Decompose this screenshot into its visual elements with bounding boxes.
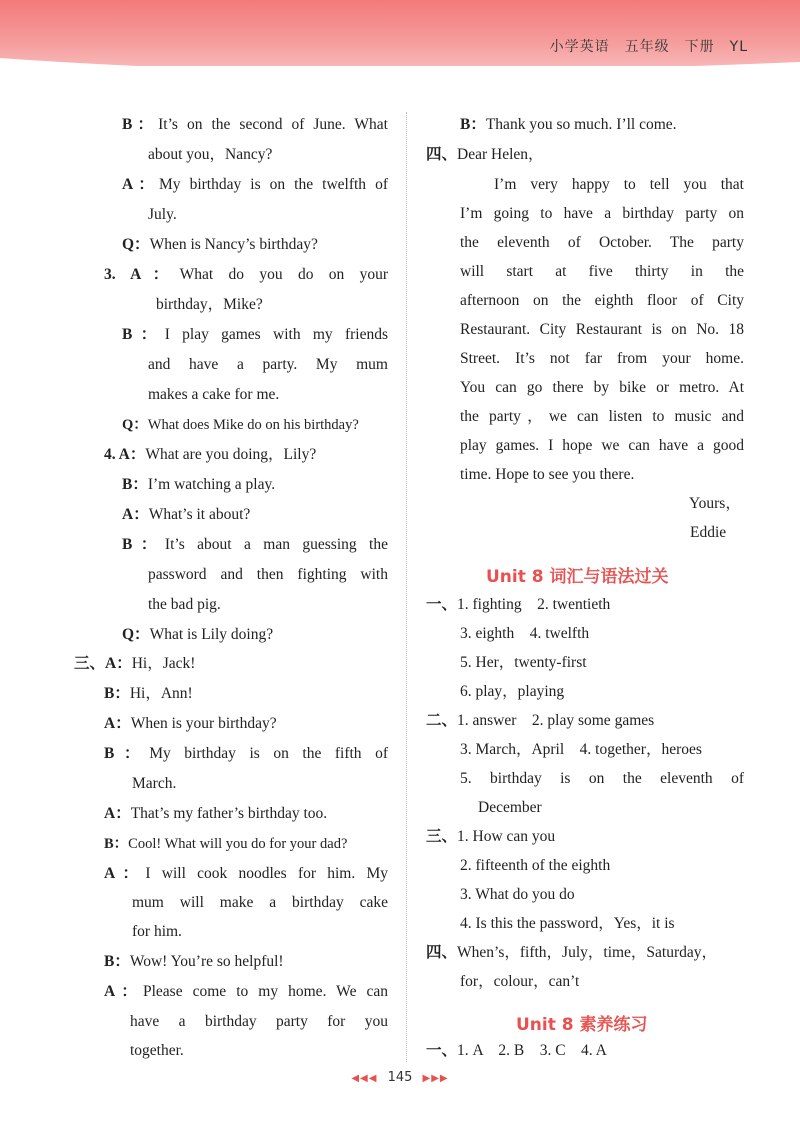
answer-line: about you，Nancy?	[148, 146, 273, 163]
answer-line: 5. birthday is on the eleventh of	[460, 770, 744, 787]
letter-line: time. Hope to see you there.	[460, 466, 635, 483]
answer-line: Q：What is Lily doing?	[122, 626, 274, 643]
answer-line: have a birthday party for you	[130, 1013, 388, 1030]
letter-line: the party，we can listen to music and	[460, 408, 744, 425]
letter-line: will start at five thirty in the	[460, 263, 744, 280]
section-heading-unit8-practice: Unit 8 素养练习	[516, 1015, 648, 1035]
answer-line: B：My birthday is on the fifth of	[104, 745, 389, 762]
letter-line: play games. I hope we can have a good	[460, 437, 744, 454]
answer-line: Q：When is Nancy’s birthday?	[122, 236, 318, 253]
answer-line: and have a party. My mum	[148, 356, 388, 373]
answer-line: A：Please come to my home. We can	[104, 983, 388, 1000]
answer-line: A：What’s it about?	[122, 506, 251, 523]
letter-line: afternoon on the eighth floor of City	[460, 292, 744, 309]
answer-line: for him.	[132, 923, 182, 940]
answer-line: A：I will cook noodles for him. My	[104, 865, 388, 882]
answer-line: the bad pig.	[148, 596, 221, 613]
answer-line: B：Cool! What will you do for your dad?	[104, 836, 348, 852]
answer-line: B：It’s about a man guessing the	[122, 536, 388, 553]
answer-line: mum will make a birthday cake	[132, 894, 388, 911]
answer-line: B：Hi，Ann!	[104, 685, 193, 702]
answer-line: 3. What do you do	[460, 886, 575, 903]
answer-line: together.	[130, 1042, 184, 1059]
answer-line: 一、1. fighting 2. twentieth	[426, 596, 611, 613]
answer-line: B：I’m watching a play.	[122, 476, 276, 493]
answer-line: 3. March，April 4. together，heroes	[460, 741, 702, 758]
letter-closing: Yours，	[689, 495, 741, 512]
answer-line: Q：What does Mike do on his birthday?	[122, 417, 359, 433]
page-number: 145	[387, 1070, 413, 1085]
answer-line: 三、A：Hi，Jack!	[74, 655, 196, 672]
letter-line: the eleventh of October. The party	[460, 234, 744, 251]
answer-line: A：When is your birthday?	[104, 715, 277, 732]
answer-line: March.	[132, 775, 177, 792]
answer-line: 3. A：What do you do on your	[104, 266, 388, 283]
page-footer	[0, 1070, 800, 1085]
section-heading-unit8-vocab: Unit 8 词汇与语法过关	[486, 567, 669, 587]
answer-line: 一、1. A 2. B 3. C 4. A	[426, 1042, 607, 1059]
answer-line: birthday，Mike?	[156, 296, 263, 313]
answer-line: password and then fighting with	[148, 566, 388, 583]
letter-line: You can go there by bike or metro. At	[460, 379, 744, 396]
answer-line: for，colour，can’t	[460, 973, 580, 990]
next-arrows-icon: ▶▶▶	[422, 1073, 449, 1084]
answer-line: B：It’s on the second of June. What	[122, 116, 388, 133]
answer-line: 5. Her，twenty-first	[460, 654, 587, 671]
letter-line: I’m going to have a birthday party on	[460, 205, 744, 222]
column-divider	[406, 112, 407, 1062]
answer-line: 4. A：What are you doing，Lily?	[104, 446, 317, 463]
letter-line: Street. It’s not far from your home.	[460, 350, 744, 367]
answer-line: 三、1. How can you	[426, 828, 556, 845]
letter-line: Restaurant. City Restaurant is on No. 18	[460, 321, 744, 338]
answer-line: July.	[148, 206, 177, 223]
answer-line: 3. eighth 4. twelfth	[460, 625, 590, 642]
answer-line: 二、1. answer 2. play some games	[426, 712, 655, 729]
answer-line: 2. fifteenth of the eighth	[460, 857, 611, 874]
answer-line: 四、When’s，fifth，July，time，Saturday，	[426, 944, 718, 961]
answer-line: A：My birthday is on the twelfth of	[122, 176, 388, 193]
answer-line: A：That’s my father’s birthday too.	[104, 805, 328, 822]
answer-line: 4. Is this the password，Yes，it is	[460, 915, 675, 932]
answer-line: 6. play，playing	[460, 683, 565, 700]
book-title: 小学英语 五年级 下册 YL	[549, 39, 748, 55]
letter-line: I’m very happy to tell you that	[494, 176, 744, 193]
answer-line: 四、Dear Helen，	[426, 146, 544, 163]
answer-line: B：I play games with my friends	[122, 326, 388, 343]
answer-line: B：Thank you so much. I’ll come.	[460, 116, 677, 133]
answer-line: makes a cake for me.	[148, 386, 280, 403]
prev-arrows-icon: ◀◀◀	[351, 1073, 378, 1084]
answer-line: B：Wow! You’re so helpful!	[104, 953, 284, 970]
answer-line: December	[478, 799, 542, 816]
letter-signature: Eddie	[690, 524, 727, 541]
